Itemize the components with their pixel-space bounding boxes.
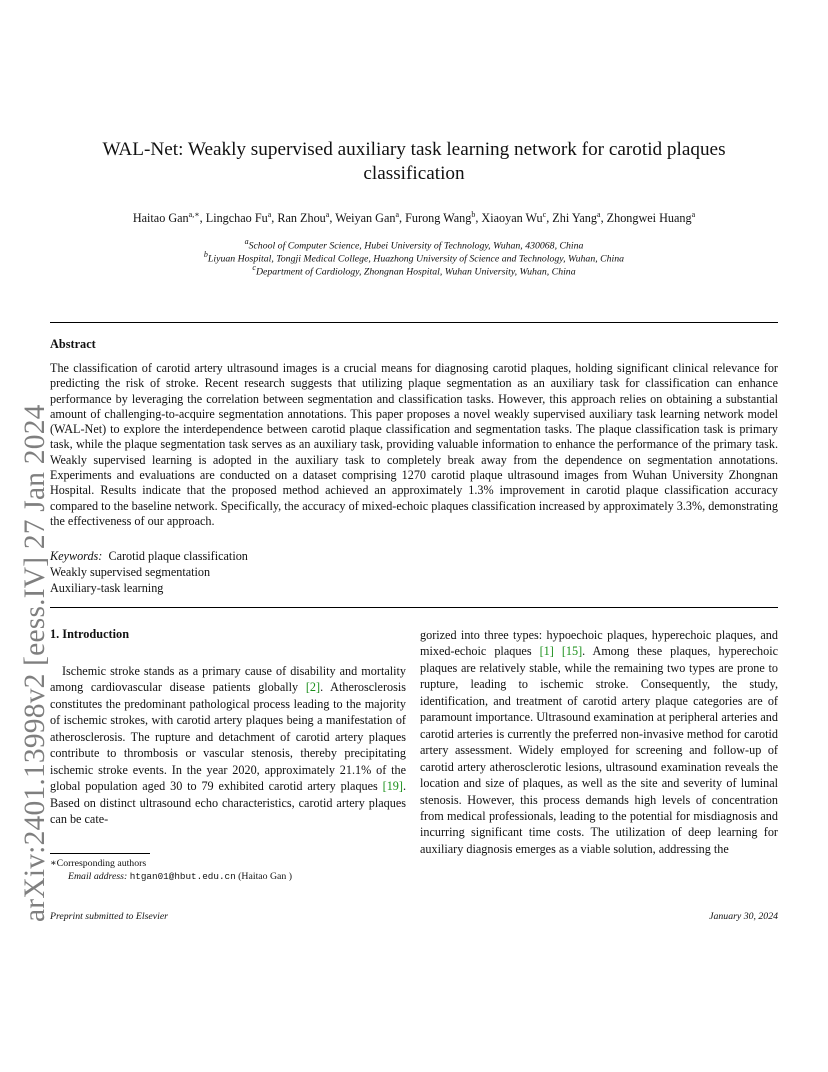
body-text: . Among these plaques, hyperechoic plaques are relatively stable, while the remaining two types are prone to rupture, leading to ischemic stroke. Consequently, the study, identification, and treatment of carotid artery plaque categories are of paramount importance. Ultrasound examination at peripheral arteries and carotid arteries is currently the preferred non-invasive method for carotid artery assessment. Widely employed for screening and follow-up of carotid artery atherosclerotic lesions, ultrasound examination reveals the location and size of plaques, as well as the site and severity of luminal stenosis. However, this process demands high levels of concentration from medical professionals, leading to the potential for misdiagnosis and incurring significant time costs. The utilization of deep learning for auxiliary diagnosis emerges as a viable solution, addressing the — [420, 644, 778, 856]
body-text — [554, 644, 562, 658]
author-name: Weiyan Gan — [335, 211, 396, 226]
email-owner: (Haitao Gan ) — [238, 871, 293, 882]
footnote-rule — [50, 853, 150, 854]
keywords-block — [50, 548, 450, 596]
author-name: Lingchao Fu — [205, 211, 268, 226]
paper-title: WAL-Net: Weakly supervised auxiliary task learning network for carotid plaques classification — [102, 139, 726, 184]
keywords-label: Keywords: — [50, 549, 103, 563]
citation-link[interactable]: [2] — [305, 680, 321, 695]
intro-left-column — [50, 663, 406, 828]
author-affiliation-mark: a — [267, 210, 272, 219]
author-affiliation-mark: b — [471, 210, 476, 219]
intro-right-column — [420, 627, 778, 857]
author-name: Haitao Gan — [132, 211, 189, 226]
author-affiliation-mark: a — [597, 210, 601, 219]
abstract-bottom-rule — [50, 607, 778, 608]
author-affiliation-mark: a — [325, 210, 330, 219]
citation-link[interactable]: [1] — [539, 644, 554, 659]
author-affiliation-mark: a,∗ — [188, 210, 200, 219]
citation-link[interactable]: [15] — [561, 644, 583, 659]
body-text: gorized into three types: hypoechoic plaques, hyperechoic plaques, and mixed-echoic plaques — [420, 628, 778, 659]
abstract-top-rule — [50, 322, 778, 323]
body-text: . Based on distinct ultrasound echo characteristics, carotid artery plaques can be cate- — [50, 779, 406, 827]
affiliation-c: $^c$Department of Cardiology, Zhongnan Hospital, Wuhan University, Wuhan, China — [252, 263, 576, 278]
arxiv-identifier-stamp: arXiv:2401.13998v2 [eess.IV] 27 Jan 2024 — [19, 404, 51, 922]
body-text: Ischemic stroke stands as a primary cause of disability and mortality among cardiovascular disease patients globally — [50, 664, 406, 695]
section-heading-introduction: 1. Introduction — [50, 627, 130, 641]
author-affiliation-mark: a — [691, 210, 696, 219]
preprint-date: January 30, 2024 — [709, 911, 778, 922]
corresponding-author-note: ∗Corresponding authors — [50, 858, 147, 869]
author-affiliation-mark: c — [542, 210, 547, 219]
email-address-link[interactable]: htgan01@hbut.edu.cn — [129, 871, 236, 882]
affiliation-a: $^a$School of Computer Science, Hubei University of Technology, Wuhan, 430068, China — [244, 237, 584, 252]
author-name: Zhongwei Huang — [606, 211, 692, 226]
email-label: Email address: — [68, 871, 128, 882]
author-list: Haitao Gan$^{a,∗}$, Lingchao Fu$^a$, Ran Zhou$^a$, Weiyan Gan$^a$, Furong Wang$^b$, Xiaoyan Wu$^c$, Zhi Yang$^a$, Zhongwei Huang$^a$ — [132, 210, 696, 226]
author-name: Zhi Yang — [552, 211, 597, 226]
keyword-item: Carotid plaque classification — [108, 549, 248, 563]
keywords-line-1 — [50, 548, 450, 564]
affiliation-b: $^b$Liyuan Hospital, Tongji Medical College, Huazhong University of Science and Technology, Wuhan, China — [203, 250, 625, 265]
keyword-item: Auxiliary-task learning — [50, 581, 164, 595]
abstract-heading: Abstract — [50, 337, 96, 351]
citation-link[interactable]: [19] — [382, 779, 403, 794]
author-name: Furong Wang — [405, 211, 472, 226]
footnote — [50, 857, 410, 883]
author-name: Ran Zhou — [277, 211, 326, 226]
author-name: Xiaoyan Wu — [481, 211, 543, 226]
author-affiliation-mark: a — [395, 210, 400, 219]
preprint-note: Preprint submitted to Elsevier — [50, 911, 168, 922]
email-line — [50, 870, 410, 883]
body-text: . Atherosclerosis constitutes the predominant pathological process leading to the majority of ischemic strokes, with carotid artery plaques being a manifestation of atherosclerosis. The rupture and detachment of carotid artery plaques contribute to thrombosis or vascular stenosis, thereby precipitating ischemic stroke events. In the year 2020, approximately 21.1% of the global population aged 30 to 79 exhibited carotid artery plaques — [50, 680, 406, 794]
abstract-body: The classification of carotid artery ultrasound images is a crucial means for diagnosing carotid plaques, holding significant clinical relevance for predicting the risk of stroke. Recent research suggests that utilizing plaque segmentation as an auxiliary task for classification can enhance performance by leveraging the correlation between segmentation and classification tasks. However, this approach relies on obtaining a substantial amount of challenging-to-acquire segmentation annotations. This paper proposes a novel weakly supervised auxiliary task learning network model (WAL-Net) to explore the interdependence between carotid plaque classification and segmentation tasks. The plaque classification task is primary task, while the plaque segmentation task serves as an auxiliary task, providing valuable information to enhance the performance of the primary task. Weakly supervised learning is adopted in the auxiliary task to completely break away from the dependence on segmentation annotations. Experiments and evaluations are conducted on a dataset comprising 1270 carotid plaque ultrasound images from Wuhan University Zhongnan Hospital. Results indicate that the proposed method achieved an approximately 1.3% improvement in carotid plaque classification accuracy compared to the baseline network. Specifically, the accuracy of mixed-echoic plaques classification increased by approximately 3.3%, demonstrating the effectiveness of our approach. — [50, 361, 778, 528]
keyword-item: Weakly supervised segmentation — [50, 565, 211, 579]
